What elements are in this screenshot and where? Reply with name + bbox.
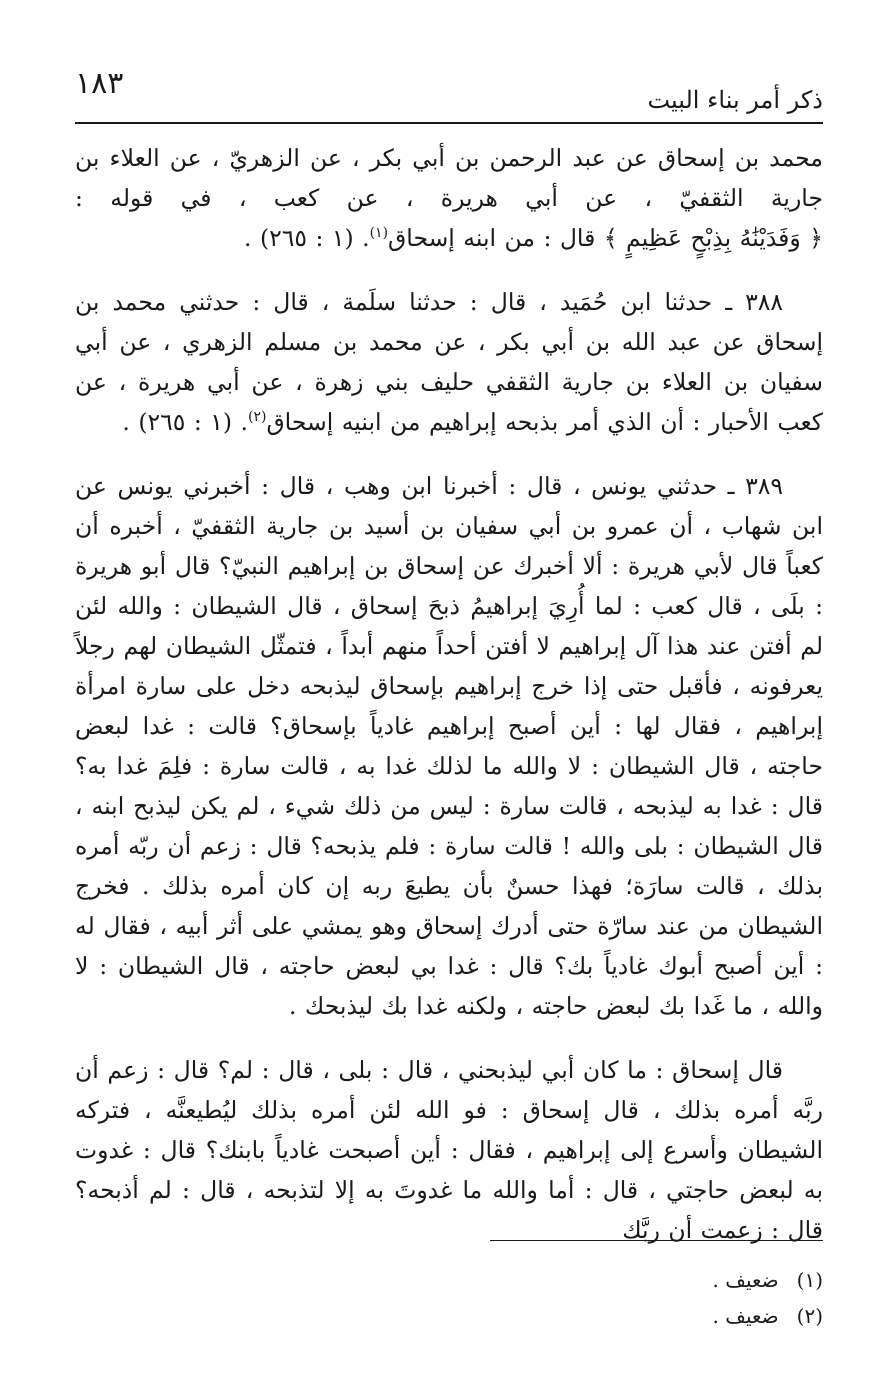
page-number: ١٨٣ [75,66,124,101]
citation: . (١ : ٢٦٥) . [244,224,370,252]
paragraph-text: محمد بن إسحاق عن عبد الرحمن بن أبي بكر ، عن الزهريّ ، عن العلاء بن جارية الثقفيّ ، عن أبي هريرة ، عن كعب ، في قوله : [75,144,823,212]
footnotes [75,1262,823,1334]
hadith-389: ٣٨٩ ـ حدثني يونس ، قال : أخبرنا ابن وهب ، قال : أخبرني يونس عن ابن شهاب ، أن عمرو بن أبي سفيان بن أسيد بن جارية الثقفيّ ، أخبره أن كعباً قال لأبي هريرة : ألا أخبرك عن إسحاق بن إبراهيم النبيّ؟ قال أبو هريرة : بلَى ، قال كعب : لما أُرِيَ إبراهيمُ ذبحَ إسحاق ، قال الشيطان : والله لئن لم أفتن عند هذا آل إبراهيم لا أفتن أحداً منهم أبداً ، فتمثّل الشيطان لهم رجلاً يعرفونه ، فأقبل حتى إذا خرج إبراهيم بإسحاق ليذبحه دخل على سارة امرأة إبراهيم ، فقال لها : أين أصبح إبراهيم غادياً بإسحاق؟ قالت : غدا لبعض حاجته ، قال الشيطان : لا والله ما لذلك غدا به ، قالت سارة : فلِمَ غدا به؟ قال : غدا به ليذبحه ، قالت سارة : ليس من ذلك شيء ، لم يكن ليذبح ابنه ، قال الشيطان : بلى والله ! قالت سارة : فلم يذبحه؟ قال : زعم أن ربّه أمره بذلك ، قالت سارَة؛ فهذا حسنٌ بأن يطيعَ ربه إن كان أمره بذلك . فخرج الشيطان من عند سارّة حتى أدرك إسحاق وهو يمشي على أثر أبيه ، فقال له : أين أصبح أبوك غادياً بك؟ قال : غدا بي لبعض حاجته ، قال الشيطان : لا والله ، ما غَدا بك لبعض حاجته ، ولكنه غدا بك ليذبحك . [75,472,823,1020]
footnote-divider [490,1240,823,1241]
footnote-text: ضعيف . [712,1304,779,1328]
paragraph-text: قال : من ابنه إسحاق [388,224,604,252]
footnote-number: (١) [796,1268,823,1292]
footnote-1 [75,1262,823,1298]
hadith-388 [75,282,823,442]
hadith-389-continued: قال إسحاق : ما كان أبي ليذبحني ، قال : بلى ، قال : لم؟ قال : زعم أن ربَّه أمره بذلك ، قال إسحاق : فو الله لئن أمره بذلك ليُطيعنَّه ، فتركه الشيطان وأسرع إلى إبراهيم ، فقال : أين أصبحت غادياً بابنك؟ قال : غدوت به لبعض حاجتي ، قال : أما والله ما غدوتَ به إلا لتذبحه ، قال : لم أذبحه؟ قال : زعمت أن ربَّك [75,1056,823,1244]
footnote-ref[interactable]: (٢) [247,409,267,426]
citation: . (١ : ٢٦٥) . [122,408,248,436]
footnote-text: ضعيف . [712,1268,779,1292]
page-header [75,60,823,124]
quran-quote: ﴿ وَفَدَيْنَٰهُ بِذِبْحٍ عَظِيمٍ ﴾ [603,224,823,252]
footnote-2 [75,1298,823,1334]
paragraph-continued [75,138,823,258]
footnote-number: (٢) [796,1304,823,1328]
footnote-ref[interactable]: (١) [369,225,389,242]
running-title: ذكر أمر بناء البيت [647,86,823,114]
paragraph-text: ٣٨٨ ـ حدثنا ابن حُمَيد ، قال : حدثنا سلَمة ، قال : حدثني محمد بن إسحاق عن عبد الله بن أبي بكر ، عن محمد بن مسلم الزهري ، عن أبي سفيان بن العلاء بن جارية الثقفي حليف بني زهرة ، عن أبي هريرة ، عن كعب الأحبار : أن الذي أمر بذبحه إبراهيم من ابنيه إسحاق [75,288,823,436]
main-text [75,138,823,1250]
